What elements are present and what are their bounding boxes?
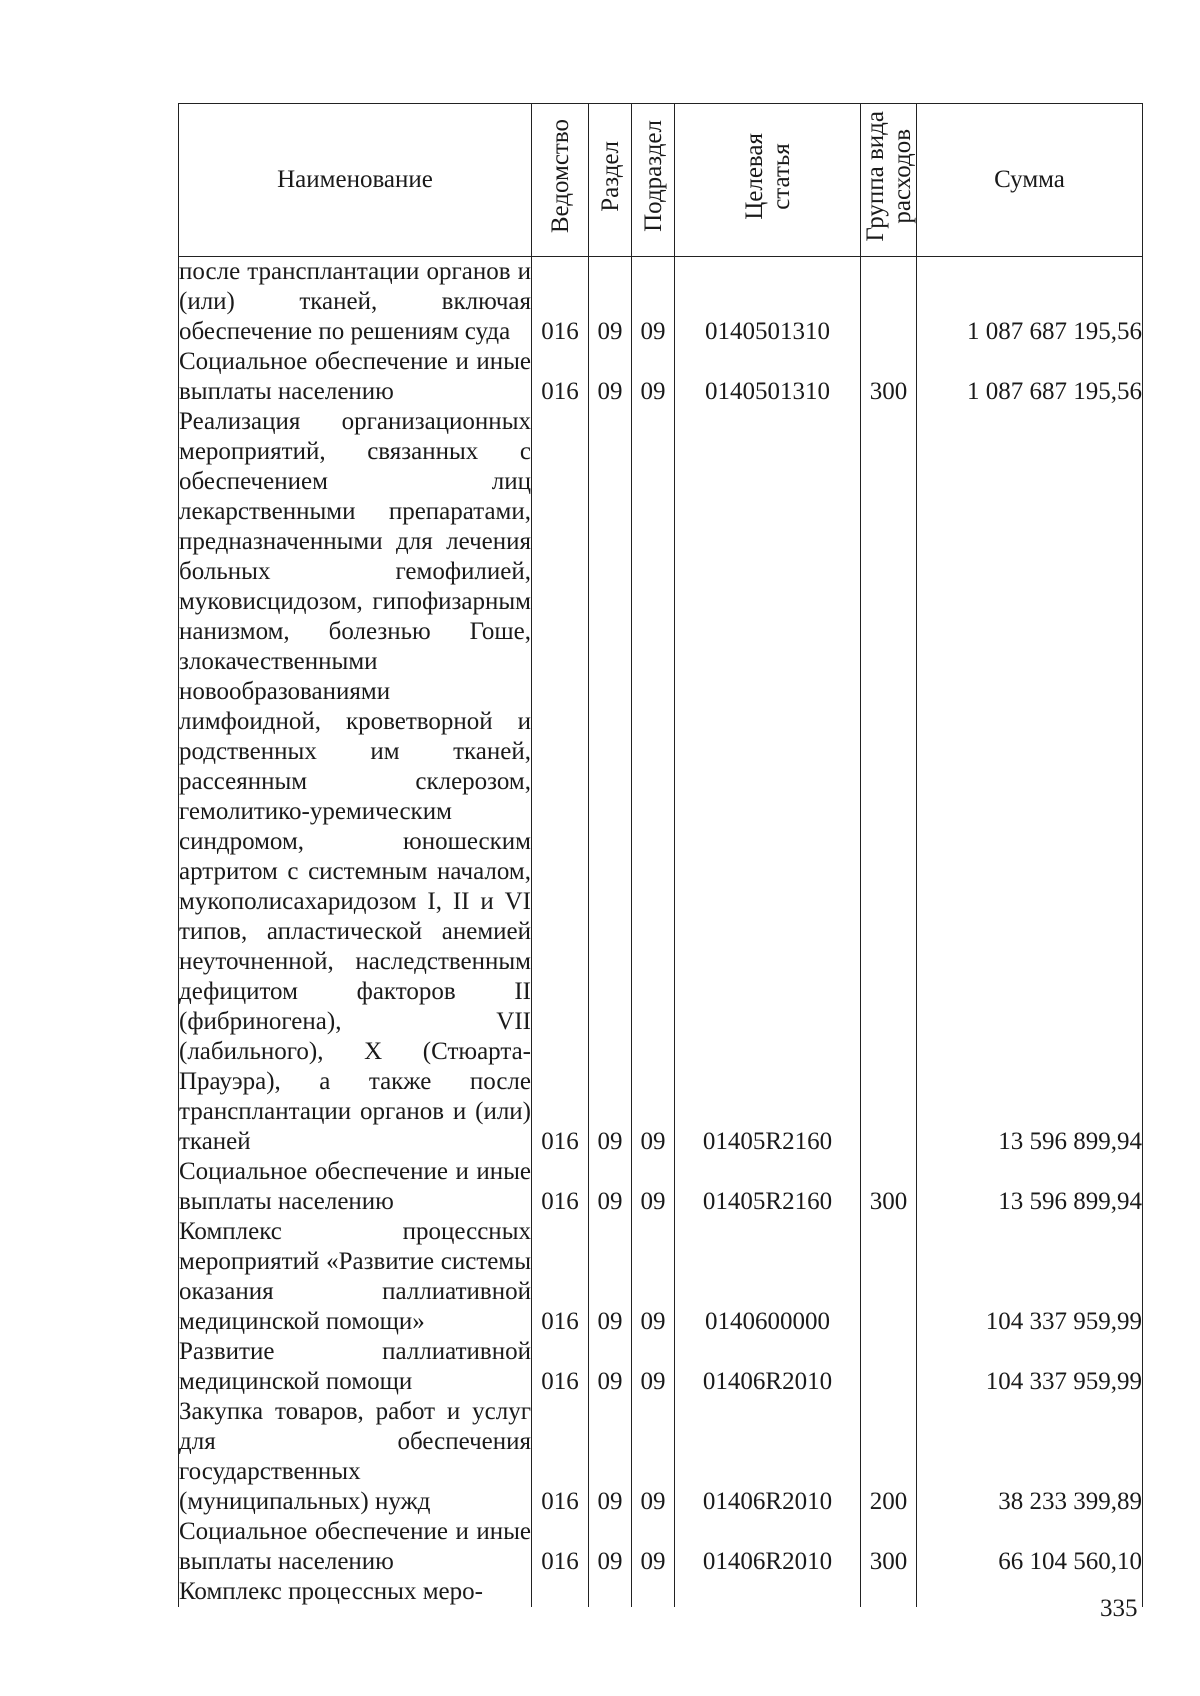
row-department: 016: [532, 1517, 589, 1577]
row-target-article: 01405R2160: [675, 407, 861, 1157]
header-target-article-label: Целевая статья: [740, 132, 795, 220]
header-target-article: [675, 104, 861, 257]
table-body: [179, 257, 1143, 1608]
row-amount: 38 233 399,89: [917, 1397, 1143, 1517]
row-department: 016: [532, 1217, 589, 1337]
row-section: 09: [589, 1337, 632, 1397]
row-section: 09: [589, 1217, 632, 1337]
row-target-article: 0140501310: [675, 347, 861, 407]
row-subsection: 09: [632, 1157, 675, 1217]
row-subsection: 09: [632, 1337, 675, 1397]
row-target-article: [675, 1577, 861, 1607]
row-expense-group: 300: [861, 347, 917, 407]
row-name: Социальное обеспечение и иные выплаты населению: [179, 1158, 531, 1215]
row-target-article: 01405R2160: [675, 1157, 861, 1217]
row-amount: 13 596 899,94: [917, 407, 1143, 1157]
row-expense-group: 200: [861, 1397, 917, 1517]
table-row: [179, 407, 1143, 1157]
row-expense-group: 300: [861, 1517, 917, 1577]
table-row: [179, 1217, 1143, 1337]
table-row: [179, 1577, 1143, 1607]
row-section: 09: [589, 1157, 632, 1217]
table-header: [179, 104, 1143, 257]
header-expense-group: [861, 104, 917, 257]
row-amount: 1 087 687 195,56: [917, 257, 1143, 348]
row-section: [589, 1577, 632, 1607]
row-expense-group: [861, 1217, 917, 1337]
row-section: 09: [589, 407, 632, 1157]
row-department: 016: [532, 1157, 589, 1217]
row-expense-group: [861, 257, 917, 348]
row-section: 09: [589, 257, 632, 348]
table-row: [179, 257, 1143, 348]
header-name: Наименование: [179, 104, 532, 257]
table-row: [179, 347, 1143, 407]
row-subsection: 09: [632, 347, 675, 407]
budget-table: [178, 103, 1143, 1607]
row-name: после трансплантации органов и (или) тканей, включая обеспечение по решениям суда: [179, 258, 531, 345]
row-name: Закупка товаров, работ и услуг для обеспечения государственных (муниципальных) нужд: [179, 1398, 531, 1515]
header-section: [589, 104, 632, 257]
row-subsection: 09: [632, 1397, 675, 1517]
header-subsection: [632, 104, 675, 257]
row-expense-group: [861, 1337, 917, 1397]
header-amount: Сумма: [917, 104, 1143, 257]
row-department: 016: [532, 257, 589, 348]
header-department-label: Ведомство: [546, 118, 574, 234]
header-subsection-label: Подраздел: [639, 120, 667, 232]
row-department: 016: [532, 1337, 589, 1397]
header-section-label: Раздел: [596, 140, 624, 212]
row-section: 09: [589, 1517, 632, 1577]
row-department: 016: [532, 407, 589, 1157]
row-amount: 104 337 959,99: [917, 1217, 1143, 1337]
row-amount: 104 337 959,99: [917, 1337, 1143, 1397]
row-expense-group: [861, 407, 917, 1157]
table-row: [179, 1517, 1143, 1577]
row-expense-group: [861, 1577, 917, 1607]
row-amount: 1 087 687 195,56: [917, 347, 1143, 407]
table-row: [179, 1397, 1143, 1517]
row-target-article: 0140600000: [675, 1217, 861, 1337]
row-name: Комплекс процессных мероприятий «Развитие системы оказания паллиативной медицинской помощи»: [179, 1218, 531, 1335]
row-department: 016: [532, 347, 589, 407]
row-target-article: 01406R2010: [675, 1397, 861, 1517]
row-amount: 66 104 560,10: [917, 1517, 1143, 1577]
page-number: 335: [1100, 1595, 1138, 1622]
table-row: [179, 1337, 1143, 1397]
header-expense-group-label: Группа вида расходов: [861, 110, 916, 242]
row-target-article: 01406R2010: [675, 1337, 861, 1397]
row-name: Социальное обеспечение и иные выплаты населению: [179, 348, 531, 405]
row-subsection: 09: [632, 407, 675, 1157]
row-target-article: 0140501310: [675, 257, 861, 348]
row-department: 016: [532, 1397, 589, 1517]
row-name: Комплекс процессных меро-: [179, 1577, 532, 1607]
row-target-article: 01406R2010: [675, 1517, 861, 1577]
row-section: 09: [589, 347, 632, 407]
row-subsection: 09: [632, 1217, 675, 1337]
row-subsection: 09: [632, 257, 675, 348]
row-name: Социальное обеспечение и иные выплаты населению: [179, 1518, 531, 1575]
row-amount: 13 596 899,94: [917, 1157, 1143, 1217]
row-name: Развитие паллиативной медицинской помощи: [179, 1338, 531, 1395]
row-subsection: 09: [632, 1517, 675, 1577]
header-department: [532, 104, 589, 257]
row-department: [532, 1577, 589, 1607]
row-expense-group: 300: [861, 1157, 917, 1217]
row-section: 09: [589, 1397, 632, 1517]
row-name: Реализация организационных мероприятий, связанных с обеспечением лиц лекарственными препаратами, предназначенными для лечения больных гемофилией, муковисцидозом, гипофизарным нанизмом, болезнью Гоше, злокачественными новообразованиями лимфоидной, кроветворной и родственных им тканей, рассеянным склерозом, гемолитико-уремическим синдромом, юношеским артритом с системным началом, мукополисахаридозом I, II и VI типов, апластической анемией неуточненной, наследственным дефицитом факторов II (фибриногена), VII (лабильного), X (Стюарта-Прауэра), а также после трансплантации органов и (или) тканей: [179, 408, 531, 1155]
row-subsection: [632, 1577, 675, 1607]
table-row: [179, 1157, 1143, 1217]
